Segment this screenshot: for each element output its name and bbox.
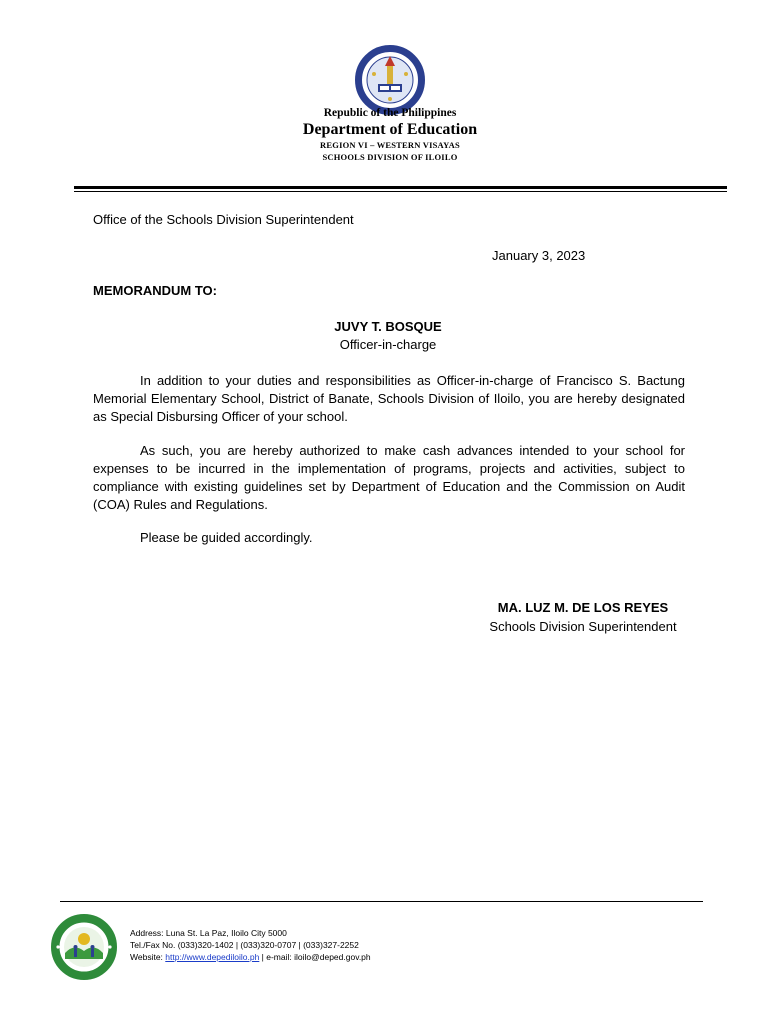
signatory-name: MA. LUZ M. DE LOS REYES: [497, 600, 669, 615]
division-seal-logo: [50, 913, 118, 981]
header-divider-thick: [74, 186, 727, 189]
recipient-name: JUVY T. BOSQUE: [334, 319, 442, 334]
recipient-title: Officer-in-charge: [339, 337, 437, 352]
signatory-title: Schools Division Superintendent: [489, 619, 677, 634]
footer-website-label: Website:: [130, 952, 166, 962]
footer-web-line: [130, 951, 371, 963]
memo-paragraph: In addition to your duties and responsibilities as Officer-in-charge of Francisco S. Bactung Memorial Elementary School, District of Banate, Schools Division of Iloilo, you are hereby designated as Special Disbursing Officer of your school.: [93, 373, 685, 424]
deped-seal-logo: [354, 44, 426, 116]
republic-heading: Republic of the Philippines: [323, 107, 457, 119]
memo-paragraph: Please be guided accordingly.: [140, 530, 313, 545]
department-heading: Department of Education: [302, 121, 478, 138]
memo-date: January 3, 2023: [492, 248, 586, 263]
memo-to-label: MEMORANDUM TO:: [93, 283, 217, 298]
website-link[interactable]: http://www.depediloilo.ph: [165, 952, 260, 962]
footer-divider: [60, 901, 703, 902]
footer-email: | e-mail: iloilo@deped.gov.ph: [259, 952, 371, 962]
memo-paragraph: As such, you are hereby authorized to make cash advances intended to your school for expenses to be incurred in the implementation of programs, projects and activities, subject to compliance with existing guidelines set by Department of Education and the Commission on Audit (COA) Rules and Regulations.: [93, 443, 685, 512]
footer-address: Address: Luna St. La Paz, Iloilo City 5000: [130, 928, 287, 938]
footer-telfax: Tel./Fax No. (033)320-1402 | (033)320-0707 | (033)327-2252: [130, 940, 359, 950]
office-line: Office of the Schools Division Superintendent: [93, 212, 354, 227]
footer-contact-block: [130, 927, 371, 963]
header-divider-thin: [74, 191, 727, 192]
division-heading: SCHOOLS DIVISION OF ILOILO: [322, 152, 458, 162]
region-heading: REGION VI – WESTERN VISAYAS: [320, 140, 460, 150]
